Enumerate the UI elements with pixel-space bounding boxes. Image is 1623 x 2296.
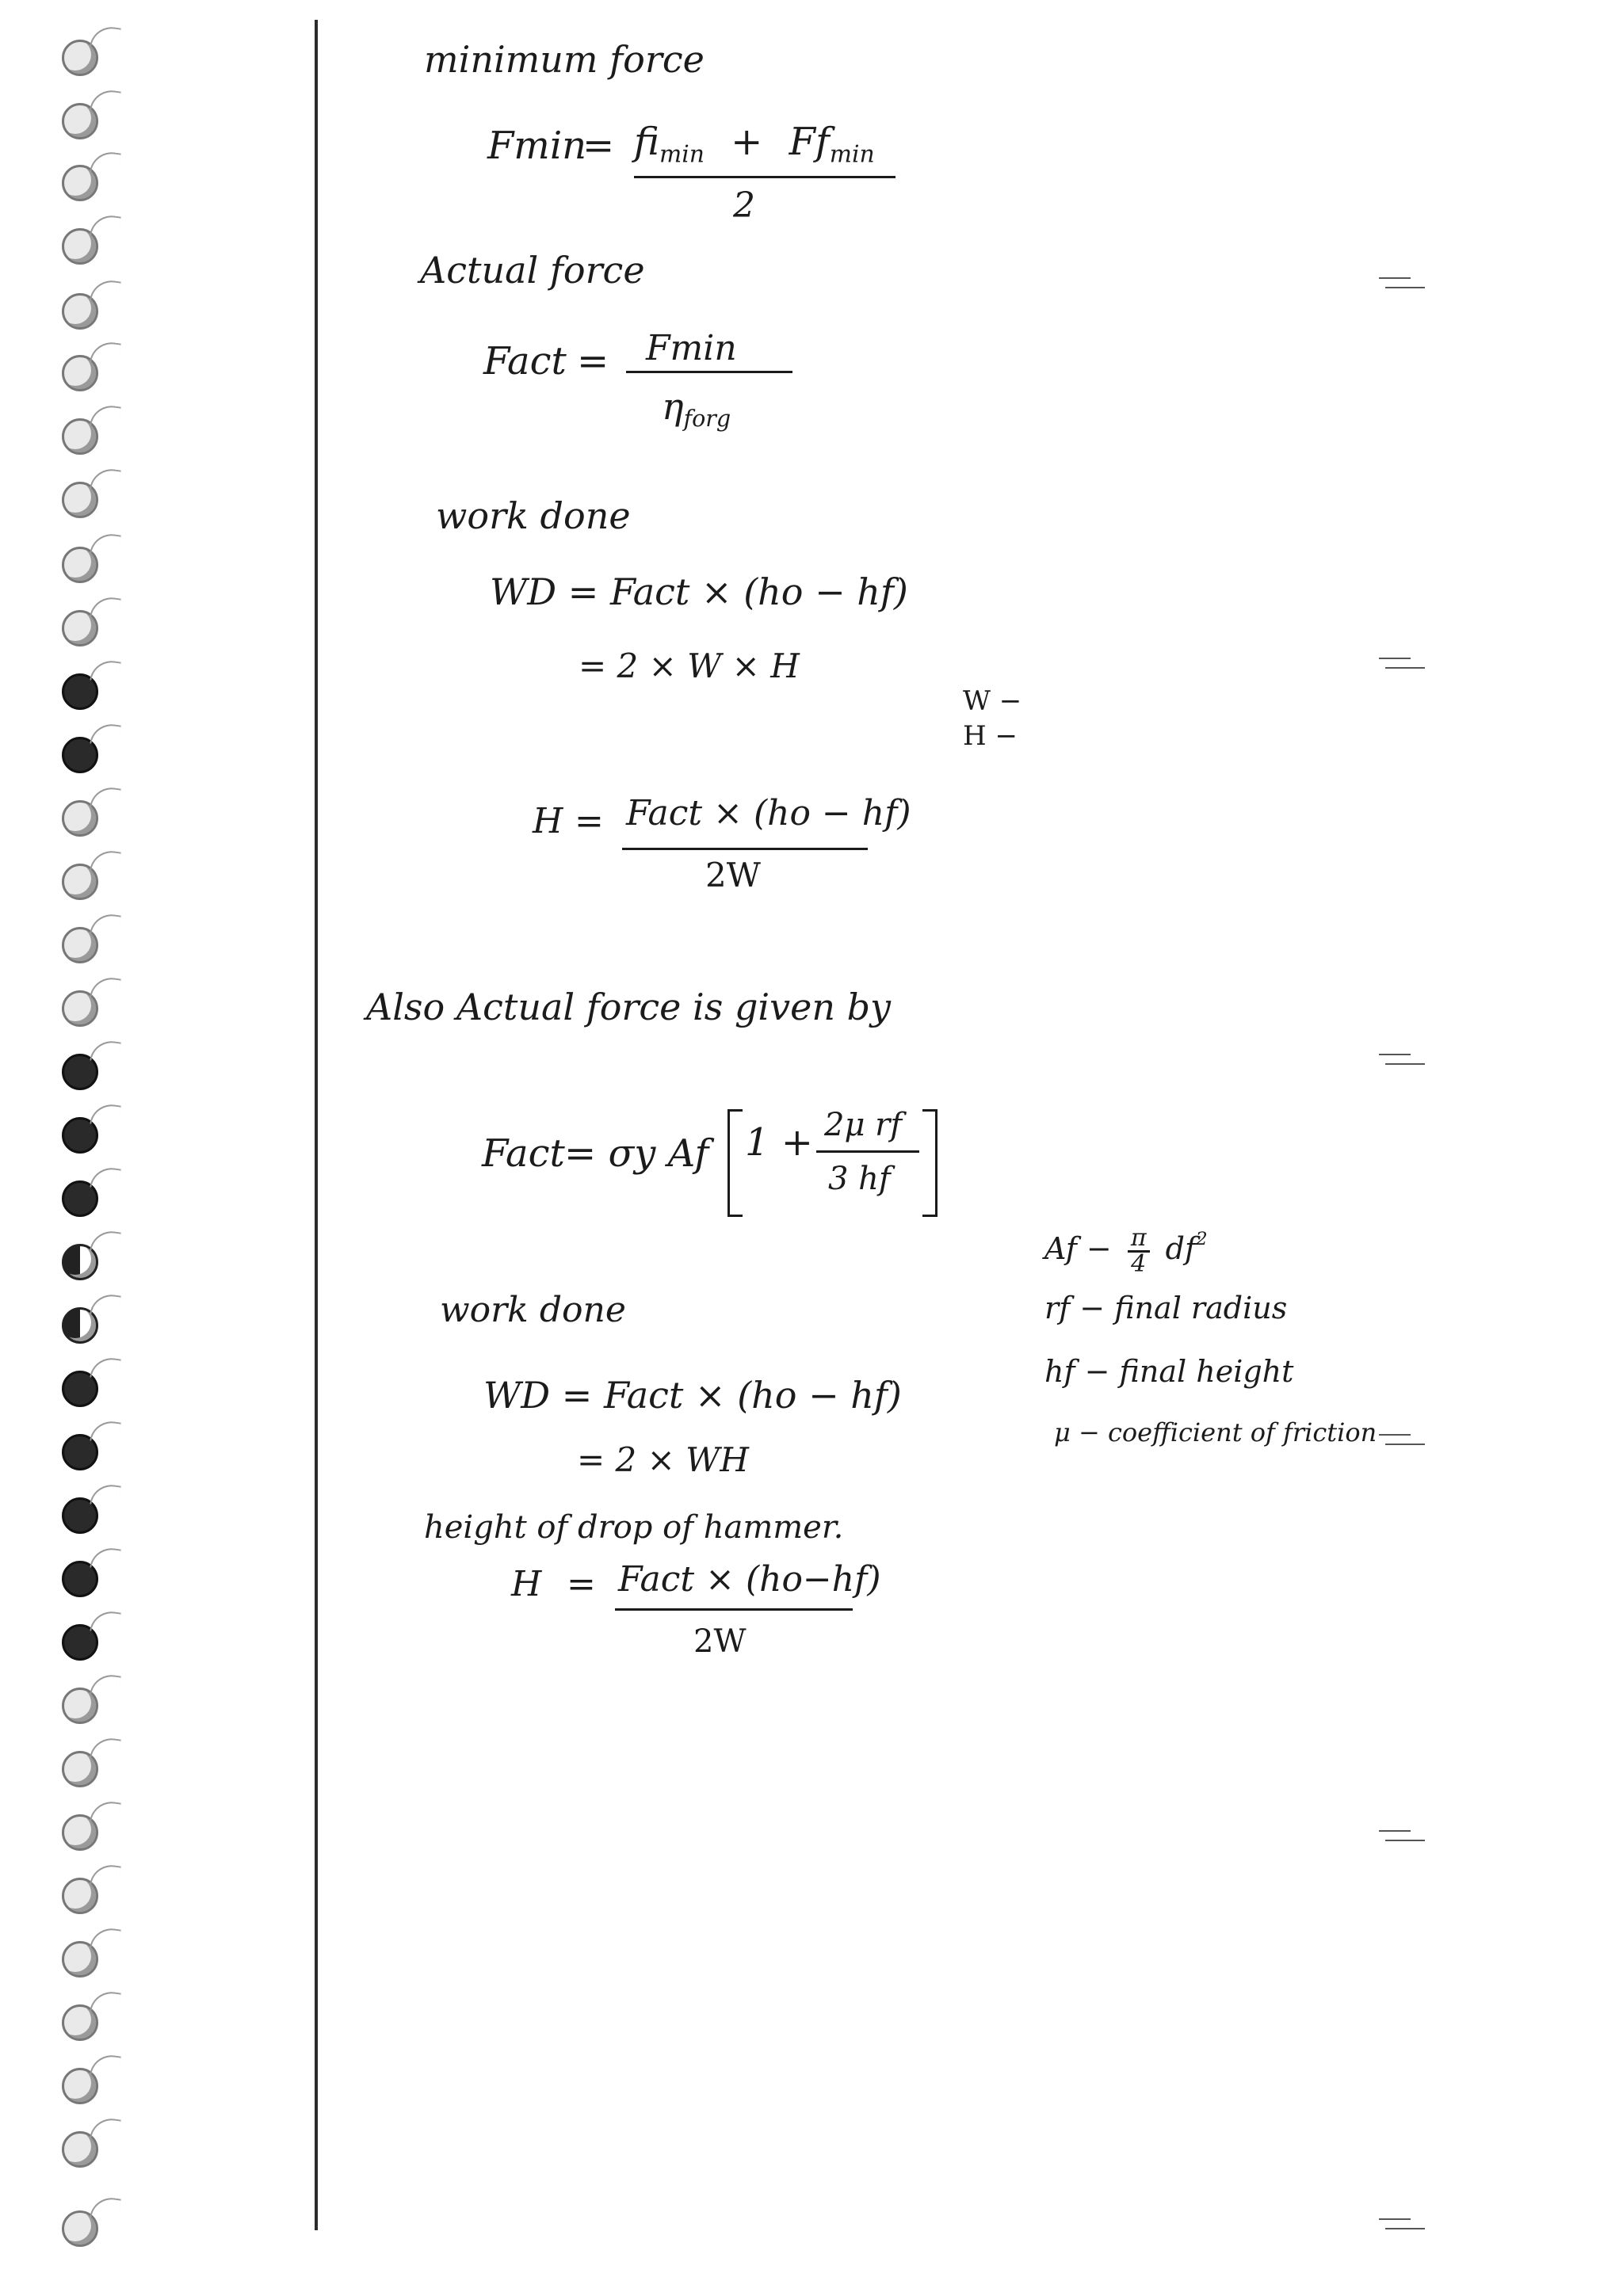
fact-lhs: Fact <box>483 339 567 383</box>
binding-hole <box>62 1688 98 1724</box>
binding-hole <box>62 2068 98 2104</box>
binding-hole <box>62 40 98 76</box>
binding-hole <box>62 1371 98 1407</box>
df-exponent: 2 <box>1196 1228 1208 1249</box>
binding-hole <box>62 482 98 518</box>
fi-symbol: fi <box>634 120 660 164</box>
binding-hole <box>62 1497 98 1534</box>
scan-speck <box>1379 1046 1426 1077</box>
binding-hole <box>62 1434 98 1470</box>
binding-hole <box>62 1117 98 1154</box>
binding-hole <box>62 2131 98 2168</box>
eta-symbol: η <box>662 385 684 428</box>
fraction-bar <box>634 176 896 178</box>
h2-lhs: H <box>511 1564 542 1604</box>
binding-hole <box>62 673 98 710</box>
heading-minimum-force: minimum force <box>424 38 705 81</box>
binding-hole <box>62 2210 98 2247</box>
scan-speck <box>1379 1822 1426 1854</box>
af-label: Af − <box>1044 1231 1112 1266</box>
binding-hole <box>62 1180 98 1217</box>
binding-hole <box>62 800 98 837</box>
binding-hole <box>62 293 98 330</box>
fraction-bar <box>626 371 792 373</box>
binding-hole <box>62 1561 98 1597</box>
binding-hole <box>62 355 98 391</box>
binding-hole <box>62 864 98 900</box>
h-numerator: Fact × (ho − hf) <box>626 793 911 833</box>
fact2-numerator: 2μ rf <box>824 1107 903 1143</box>
binding-hole <box>62 1244 98 1280</box>
ff-symbol: Ff <box>789 120 830 164</box>
fact2-denominator: 3 hf <box>828 1161 891 1197</box>
note-rf: rf − final radius <box>1044 1291 1288 1325</box>
binding-hole <box>62 610 98 646</box>
plus-sign: + <box>731 120 763 164</box>
work-done-line-2: = 2 × W × H <box>579 646 800 685</box>
h2-numerator: Fact × (ho−hf) <box>618 1559 881 1600</box>
side-note-h: H − <box>963 720 1018 752</box>
scan-speck <box>1379 2210 1426 2242</box>
scan-speck <box>1379 650 1426 681</box>
fact-numerator: Fmin <box>646 328 737 368</box>
fmin-equals: = <box>582 124 615 168</box>
binding-hole <box>62 165 98 201</box>
fmin-numerator <box>634 120 875 169</box>
binding-hole <box>62 1941 98 1978</box>
fraction-bar <box>615 1608 853 1611</box>
binding-hole <box>62 1624 98 1661</box>
fact-denominator <box>662 385 731 433</box>
pi-symbol: π <box>1128 1226 1150 1253</box>
right-bracket <box>922 1109 938 1217</box>
fact-equals: = <box>577 339 609 383</box>
margin-rule <box>315 20 318 2230</box>
binding-hole <box>62 990 98 1027</box>
left-bracket <box>727 1109 743 1217</box>
binding-hole <box>62 1814 98 1851</box>
binding-hole <box>62 103 98 139</box>
scan-speck <box>1379 269 1426 301</box>
binding-hole <box>62 1751 98 1787</box>
fmin-lhs: Fmin <box>487 124 587 168</box>
h-equals: = <box>575 801 604 841</box>
fact2-rhs: = σy Af <box>564 1131 709 1176</box>
fi-subscript: min <box>659 140 705 169</box>
side-note-w: W − <box>963 685 1022 717</box>
binding-hole <box>62 1054 98 1090</box>
h-denominator: 2W <box>705 856 761 894</box>
heading-work-done: work done <box>436 494 631 537</box>
binding-hole <box>62 1878 98 1914</box>
fact2-lhs: Fact <box>482 1131 565 1176</box>
spiral-binding <box>62 40 125 2282</box>
fraction-bar <box>816 1150 919 1153</box>
also-actual-force-intro: Also Actual force is given by <box>366 986 892 1028</box>
eta-subscript: forg <box>683 406 731 433</box>
binding-hole <box>62 927 98 963</box>
h2-equals: = <box>567 1564 596 1604</box>
binding-hole <box>62 2004 98 2041</box>
binding-hole <box>62 418 98 455</box>
h2-denominator: 2W <box>693 1623 747 1660</box>
note-mu: μ − coefficient of friction <box>1054 1417 1377 1447</box>
heading-actual-force: Actual force <box>420 249 645 292</box>
binding-hole <box>62 228 98 265</box>
note-af <box>1044 1226 1208 1276</box>
work-done2-line-2: = 2 × WH <box>577 1440 749 1479</box>
note-hf: hf − final height <box>1044 1354 1294 1389</box>
work-done-line-1: WD = Fact × (ho − hf) <box>490 570 908 613</box>
h-lhs: H <box>533 801 563 841</box>
ff-subscript: min <box>829 140 875 169</box>
binding-hole <box>62 1307 98 1344</box>
bracket-one-plus: 1 + <box>745 1120 814 1165</box>
binding-hole <box>62 547 98 583</box>
heading-work-done-2: work done <box>440 1290 626 1330</box>
fmin-denominator: 2 <box>733 185 755 226</box>
scan-speck <box>1379 1426 1426 1458</box>
df-symbol: df <box>1165 1231 1197 1266</box>
fraction-bar <box>622 848 868 850</box>
height-of-drop-heading: height of drop of hammer. <box>424 1509 844 1546</box>
work-done2-line-1: WD = Fact × (ho − hf) <box>483 1374 902 1417</box>
four-symbol: 4 <box>1131 1250 1147 1278</box>
binding-hole <box>62 737 98 773</box>
